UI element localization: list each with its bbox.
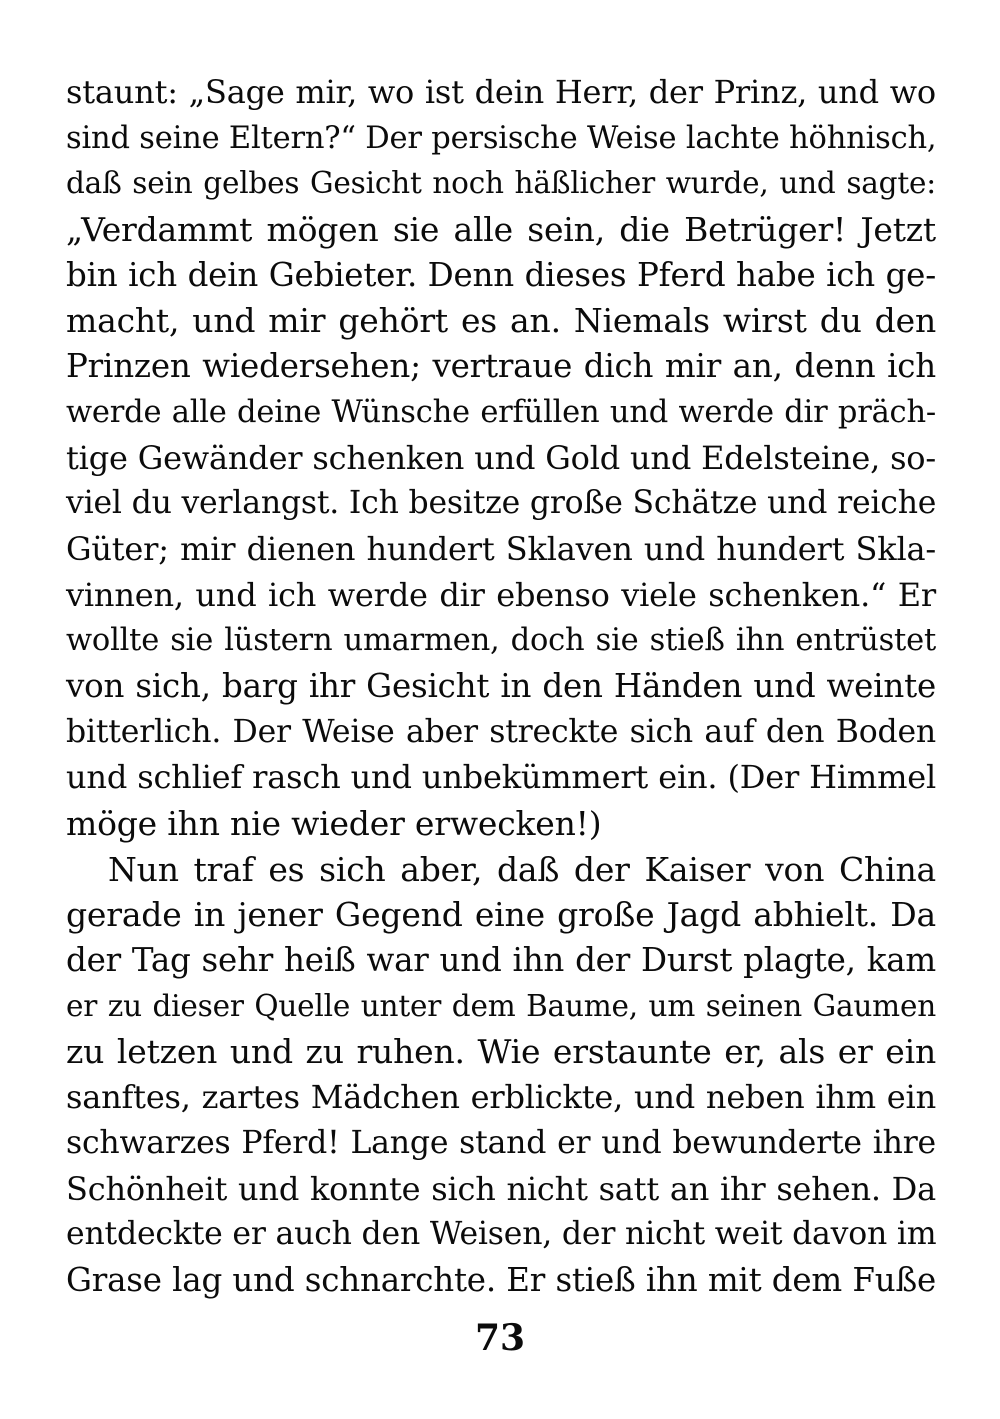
text-line: tige Gewänder schenken und Gold und Edelsteine, so- <box>66 438 936 477</box>
text-line: Güter; mir dienen hundert Sklaven und hundert Skla- <box>66 529 936 568</box>
text-line: wollte sie lüstern umarmen, doch sie stieß ihn entrüstet <box>66 623 936 659</box>
text-line: daß sein gelbes Gesicht noch häßlicher wurde, und sagte: <box>66 166 936 201</box>
text-line: schwarzes Pferd! Lange stand er und bewunderte ihre <box>66 1124 936 1161</box>
text-line: viel du verlangst. Ich besitze große Schätze und reiche <box>66 485 937 522</box>
text-line: vinnen, und ich werde dir ebenso viele schenken.“ Er <box>66 575 936 614</box>
text-line: gerade in jener Gegend eine große Jagd abhielt. Da <box>66 895 936 935</box>
text-line: werde alle deine Wünsche erfüllen und werde dir präch- <box>66 394 936 430</box>
text-line: von sich, barg ihr Gesicht in den Händen und weinte <box>66 666 936 705</box>
text-line: und schlief rasch und unbekümmert ein. (Der Himmel <box>66 758 936 797</box>
body-text <box>66 70 936 1304</box>
text-line: macht, und mir gehört es an. Niemals wirst du den <box>66 301 936 341</box>
text-line: zu letzen und zu ruhen. Wie erstaunte er, als er ein <box>66 1032 936 1072</box>
text-line: Schönheit und konnte sich nicht satt an ihr sehen. Da <box>66 1169 936 1208</box>
text-line: der Tag sehr heiß war und ihn der Durst plagte, kam <box>66 941 936 980</box>
text-line: bitterlich. Der Weise aber streckte sich auf den Boden <box>66 713 936 750</box>
paragraph-end-line: möge ihn nie wieder erwecken!) <box>66 804 602 843</box>
text-line: Prinzen wiedersehen; vertraue dich mir an, denn ich <box>66 347 936 386</box>
text-line: er zu dieser Quelle unter dem Baume, um seinen Gaumen <box>66 988 936 1023</box>
text-line: entdeckte er auch den Weisen, der nicht weit davon im <box>66 1216 937 1253</box>
page-number: 73 <box>474 1317 526 1359</box>
text-line: Grase lag und schnarchte. Er stieß ihn mit dem Fuße <box>66 1260 936 1299</box>
text-line: „Verdammt mögen sie alle sein, die Betrüger! Jetzt <box>66 210 936 250</box>
text-line: staunt: „Sage mir, wo ist dein Herr, der Prinz, und wo <box>66 73 936 111</box>
paragraph-start-line: Nun traf es sich aber, daß der Kaiser von China <box>108 849 936 889</box>
text-line: sind seine Eltern?“ Der persische Weise lachte höhnisch, <box>66 120 937 156</box>
text-line: bin ich dein Gebieter. Denn dieses Pferd habe ich ge- <box>66 255 936 294</box>
text-line: sanftes, zartes Mädchen erblickte, und neben ihm ein <box>66 1078 936 1117</box>
